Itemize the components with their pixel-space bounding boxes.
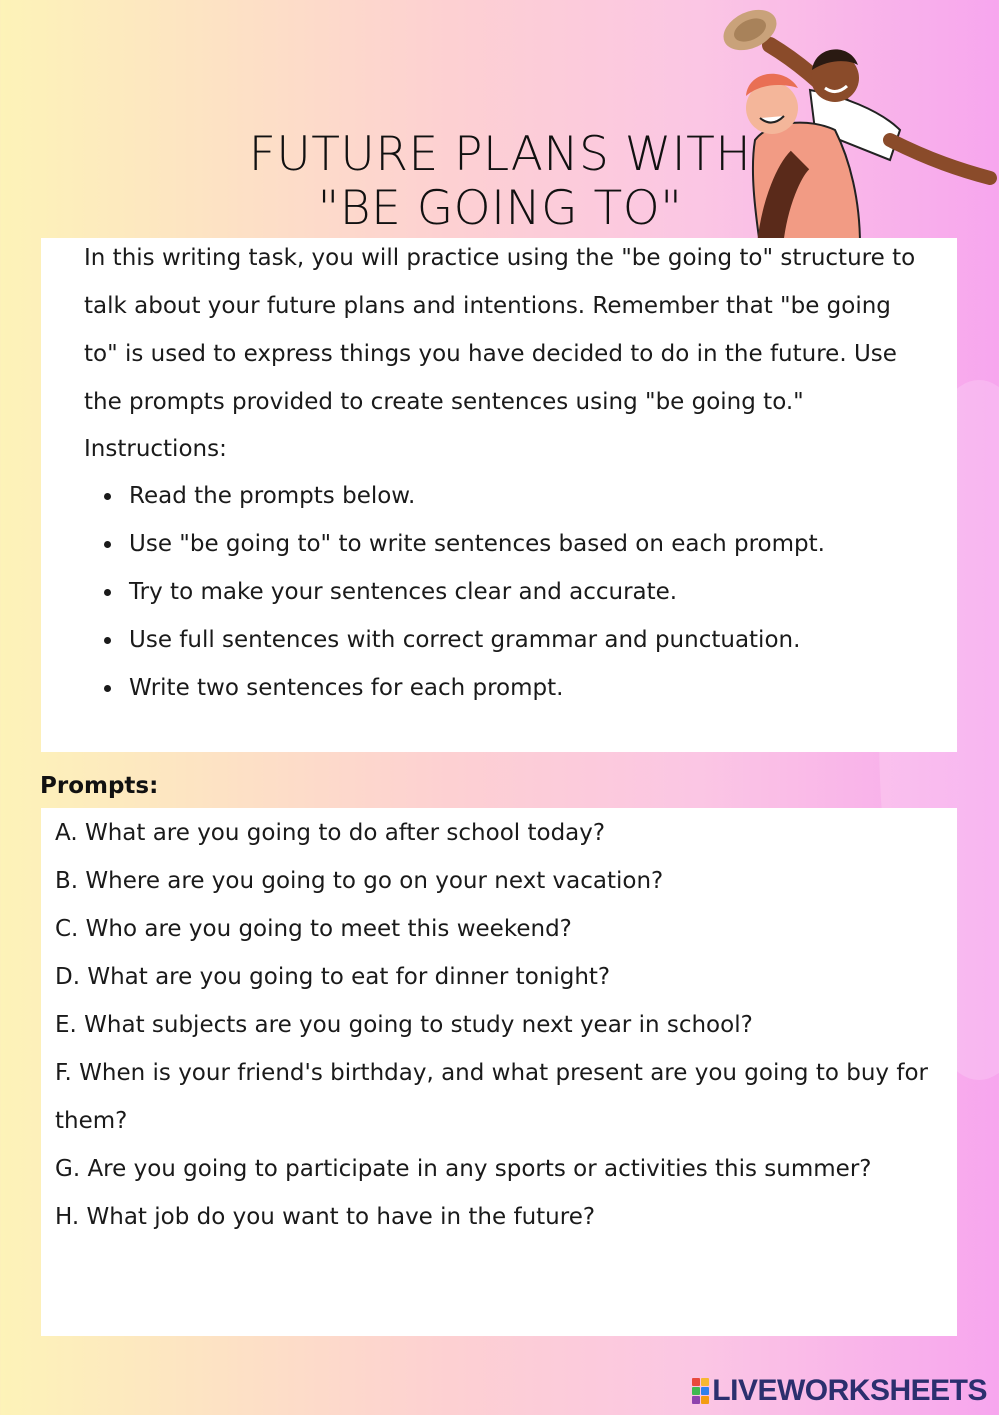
logo-square [701,1387,709,1395]
logo-square [692,1378,700,1386]
instruction-item [100,616,825,664]
intro-paragraph: In this writing task, you will practice using the "be going to" structure to talk about your future plans and intentions. Remember that "be going to" is used to express things you have decided to do in the future. Use the prompts provided to create sentences using "be going to." [84,245,916,415]
logo-icon [692,1378,709,1404]
instructions-label: Instructions: [84,436,227,462]
prompt-item: G. Are you going to participate in any sports or activities this summer? [55,1156,872,1182]
bullet-icon [104,637,111,644]
prompt-item: E. What subjects are you going to study next year in school? [55,1012,753,1038]
instruction-text: Try to make your sentences clear and accurate. [129,579,678,605]
instruction-item [100,472,825,520]
bullet-icon [104,685,111,692]
instructions-list [100,472,825,712]
logo-square [692,1396,700,1404]
prompt-item: H. What job do you want to have in the future? [55,1204,596,1230]
instruction-text: Use full sentences with correct grammar and punctuation. [129,627,801,653]
instruction-item [100,664,825,712]
bullet-icon [104,541,111,548]
prompt-item: B. Where are you going to go on your next vacation? [55,868,664,894]
logo-square [701,1378,709,1386]
prompt-item: A. What are you going to do after school today? [55,820,606,846]
bullet-icon [104,493,111,500]
prompts-list [55,809,935,1241]
prompt-item: D. What are you going to eat for dinner tonight? [55,964,611,990]
instruction-text: Use "be going to" to write sentences based on each prompt. [129,531,825,557]
liveworksheets-logo[interactable] [692,1373,987,1409]
friends-illustration [700,0,999,245]
instruction-item [100,520,825,568]
prompts-heading: Prompts: [40,773,159,799]
title-line-1: FUTURE PLANS WITH [248,127,752,182]
logo-text: LIVEWORKSHEETS [712,1374,987,1407]
instruction-text: Write two sentences for each prompt. [129,675,564,701]
title-line-2: "BE GOING TO" [317,181,683,236]
bullet-icon [104,589,111,596]
instruction-item [100,568,825,616]
logo-square [692,1387,700,1395]
prompt-item: F. When is your friend's birthday, and what present are you going to buy for them? [55,1060,928,1134]
logo-square [701,1396,709,1404]
instruction-text: Read the prompts below. [129,483,416,509]
prompt-item: C. Who are you going to meet this weekend? [55,916,572,942]
